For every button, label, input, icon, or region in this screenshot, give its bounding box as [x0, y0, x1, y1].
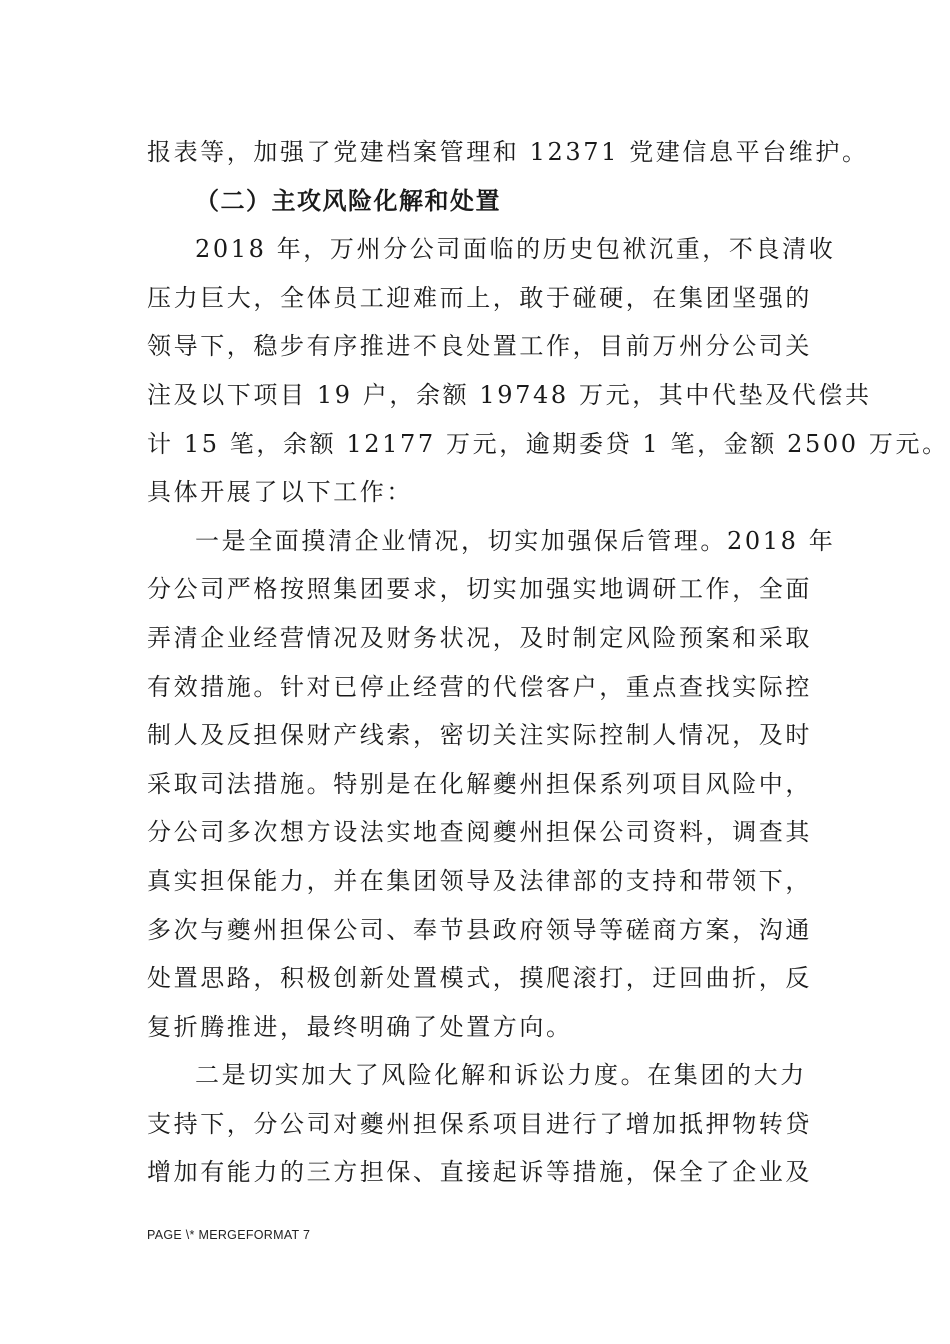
paragraph-line: 领导下，稳步有序推进不良处置工作，目前万州分公司关	[147, 332, 812, 361]
paragraph-line: 采取司法措施。特别是在化解夔州担保系列项目风险中，	[147, 769, 812, 798]
paragraph-line: 一是全面摸清企业情况，切实加强保后管理。2018 年	[195, 526, 836, 555]
paragraph-line: 二是切实加大了风险化解和诉讼力度。在集团的大力	[195, 1061, 807, 1090]
paragraph-line: 压力巨大，全体员工迎难而上，敢于碰硬，在集团坚强的	[147, 283, 812, 312]
paragraph-line: 2018 年，万州分公司面临的历史包袱沉重，不良清收	[195, 235, 836, 264]
paragraph-line: 支持下，分公司对夔州担保系项目进行了增加抵押物转贷	[147, 1109, 812, 1138]
paragraph-line: 多次与夔州担保公司、奉节县政府领导等磋商方案，沟通	[147, 915, 812, 944]
paragraph-line: 制人及反担保财产线索，密切关注实际控制人情况，及时	[147, 721, 812, 750]
paragraph-line: 分公司多次想方设法实地查阅夔州担保公司资料，调查其	[147, 818, 812, 847]
paragraph-line: 报表等，加强了党建档案管理和 12371 党建信息平台维护。	[147, 138, 869, 166]
page-footer: PAGE \* MERGEFORMAT 7	[147, 1228, 311, 1242]
paragraph-line: 分公司严格按照集团要求，切实加强实地调研工作，全面	[147, 575, 812, 604]
paragraph-line: 真实担保能力，并在集团领导及法律部的支持和带领下，	[147, 866, 812, 895]
paragraph-line: 弄清企业经营情况及财务状况，及时制定风险预案和采取	[147, 623, 812, 652]
paragraph-line: 注及以下项目 19 户，余额 19748 万元，其中代垫及代偿共	[147, 380, 872, 409]
paragraph-line: 处置思路，积极创新处置模式，摸爬滚打，迂回曲折，反	[147, 964, 812, 993]
paragraph-line: 计 15 笔，余额 12177 万元，逾期委贷 1 笔，金额 2500 万元。	[147, 429, 949, 458]
document-body	[147, 128, 949, 1197]
section-heading: （二）主攻风险化解和处置	[195, 185, 501, 215]
paragraph-line: 复折腾推进，最终明确了处置方向。	[147, 1012, 573, 1041]
paragraph-line: 增加有能力的三方担保、直接起诉等措施，保全了企业及	[147, 1158, 812, 1187]
paragraph-line: 具体开展了以下工作：	[147, 478, 413, 507]
paragraph-line: 有效措施。针对已停止经营的代偿客户，重点查找实际控	[147, 672, 812, 701]
